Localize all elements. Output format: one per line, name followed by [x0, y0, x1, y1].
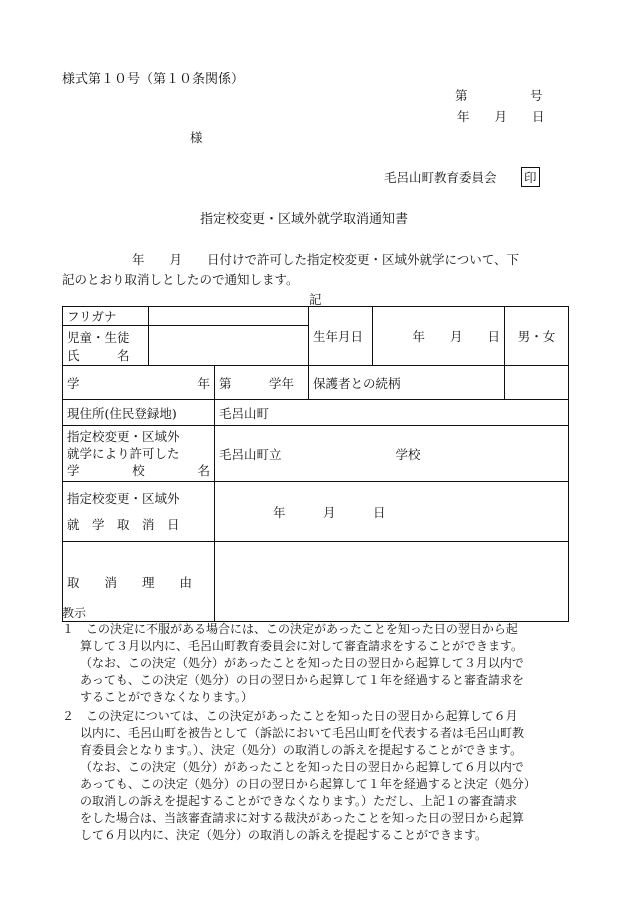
cancel-date-label-line1: 指定校変更・区域外: [67, 490, 180, 506]
furigana-field[interactable]: [149, 307, 309, 326]
note-1-number: １: [62, 622, 75, 636]
addressee-suffix: 様: [190, 130, 203, 145]
document-date-line: 年 月 日: [457, 109, 545, 124]
school-label-right: 名: [197, 463, 210, 478]
cancel-date-value[interactable]: 年 月 日: [215, 482, 569, 542]
note-2-line-7: をした場合は、当該審査請求に対する裁決があったことを知った日の翌日から起算: [80, 811, 524, 825]
note-2-line-8: して６月以内に、決定（処分）の取消しの訴えを提起することができます。: [80, 828, 488, 842]
school-label-line2: 就学により許可した: [67, 446, 180, 461]
school-value-prefix: 毛呂山町立: [219, 446, 282, 462]
permitted-school-value[interactable]: [215, 426, 569, 482]
birthdate-label: 生年月日: [309, 307, 373, 366]
cancel-date-label-line2: 就 学 取 消 日: [67, 516, 180, 532]
note-2-line-2: 以内に、毛呂山町を被告として（訴訟において毛呂山町を代表する者は毛呂山町教: [80, 726, 525, 740]
cancellation-form-table: [62, 306, 569, 622]
sex-selection[interactable]: 男・女: [505, 307, 569, 366]
grade-label-right: 年: [197, 375, 210, 391]
note-2-line-1: この決定については、この決定があったことを知った日の翌日から起算して６月: [86, 709, 518, 723]
instruction-note-2: [62, 708, 572, 844]
ki-label: 記: [309, 292, 322, 307]
guardian-relation-field[interactable]: [505, 366, 569, 400]
form-number: 様式第１０号（第１０条関係）: [62, 72, 245, 87]
note-2-line-5: あっても、この決定（処分）の日の翌日から起算して１年を経過すると決定（処分）: [80, 777, 536, 791]
cancel-reason-label: 取 消 理 由: [63, 542, 215, 622]
birthdate-value[interactable]: 年 月 日: [373, 307, 505, 366]
cancel-date-label: [63, 482, 215, 542]
address-label: 現住所(住民登録地): [63, 400, 215, 426]
note-1-line-5: することができなくなります。）: [80, 690, 254, 704]
school-label-left: 学: [67, 463, 80, 478]
grade-label-left: 学: [67, 375, 80, 391]
instruction-note-1: [62, 621, 572, 706]
furigana-label: フリガナ: [63, 307, 149, 326]
cancel-reason-field[interactable]: [215, 542, 569, 622]
note-2-line-3: 育委員会となります。）、決定（処分）の取消しの訴えを提起することができます。: [80, 743, 523, 757]
seal-mark: 印: [521, 167, 540, 187]
school-label-line1: 指定校変更・区域外: [67, 429, 180, 444]
school-value-suffix: 学校: [395, 446, 421, 462]
intro-line-1: 年 月 日付けで許可した指定校変更・区域外就学について、下: [132, 252, 520, 267]
note-1-line-1: この決定に不服がある場合には、この決定があったことを知った日の翌日から起: [86, 622, 518, 636]
student-label-line2: 氏 名: [67, 347, 130, 363]
note-2-line-4: （なお、この決定（処分）があったことを知った日の翌日から起算して６月以内で: [80, 760, 524, 774]
note-2-line-6: の取消しの訴えを提起することができなくなります。）ただし、上記１の審査請求: [80, 794, 518, 808]
instruction-heading: 教示: [62, 606, 87, 620]
guardian-relation-label: 保護者との続柄: [309, 366, 505, 400]
note-1-line-3: （なお、この決定（処分）があったことを知った日の翌日から起算して３月以内で: [80, 656, 524, 670]
issuer-name: 毛呂山町教育委員会: [384, 170, 497, 185]
grade-value[interactable]: 第 学年: [215, 366, 309, 400]
note-2-number: ２: [62, 709, 75, 723]
student-name-field[interactable]: [149, 326, 309, 366]
student-label-line1: 児童・生徒: [67, 329, 130, 345]
document-number-line: 第 号: [455, 88, 543, 103]
permitted-school-label: [63, 426, 215, 482]
note-1-line-2: 算して３月以内に、毛呂山町教育委員会に対して審査請求をすることができます。: [80, 639, 524, 653]
document-title: 指定校変更・区域外就学取消通知書: [200, 212, 409, 227]
intro-line-2: 記のとおり取消しとしたので通知します。: [62, 272, 299, 287]
student-name-label: [63, 326, 149, 366]
grade-label: [63, 366, 215, 400]
address-value[interactable]: 毛呂山町: [215, 400, 569, 426]
note-1-line-4: あっても、この決定（処分）の日の翌日から起算して１年を経過すると審査請求を: [80, 673, 524, 687]
school-label-mid: 校: [132, 463, 145, 478]
